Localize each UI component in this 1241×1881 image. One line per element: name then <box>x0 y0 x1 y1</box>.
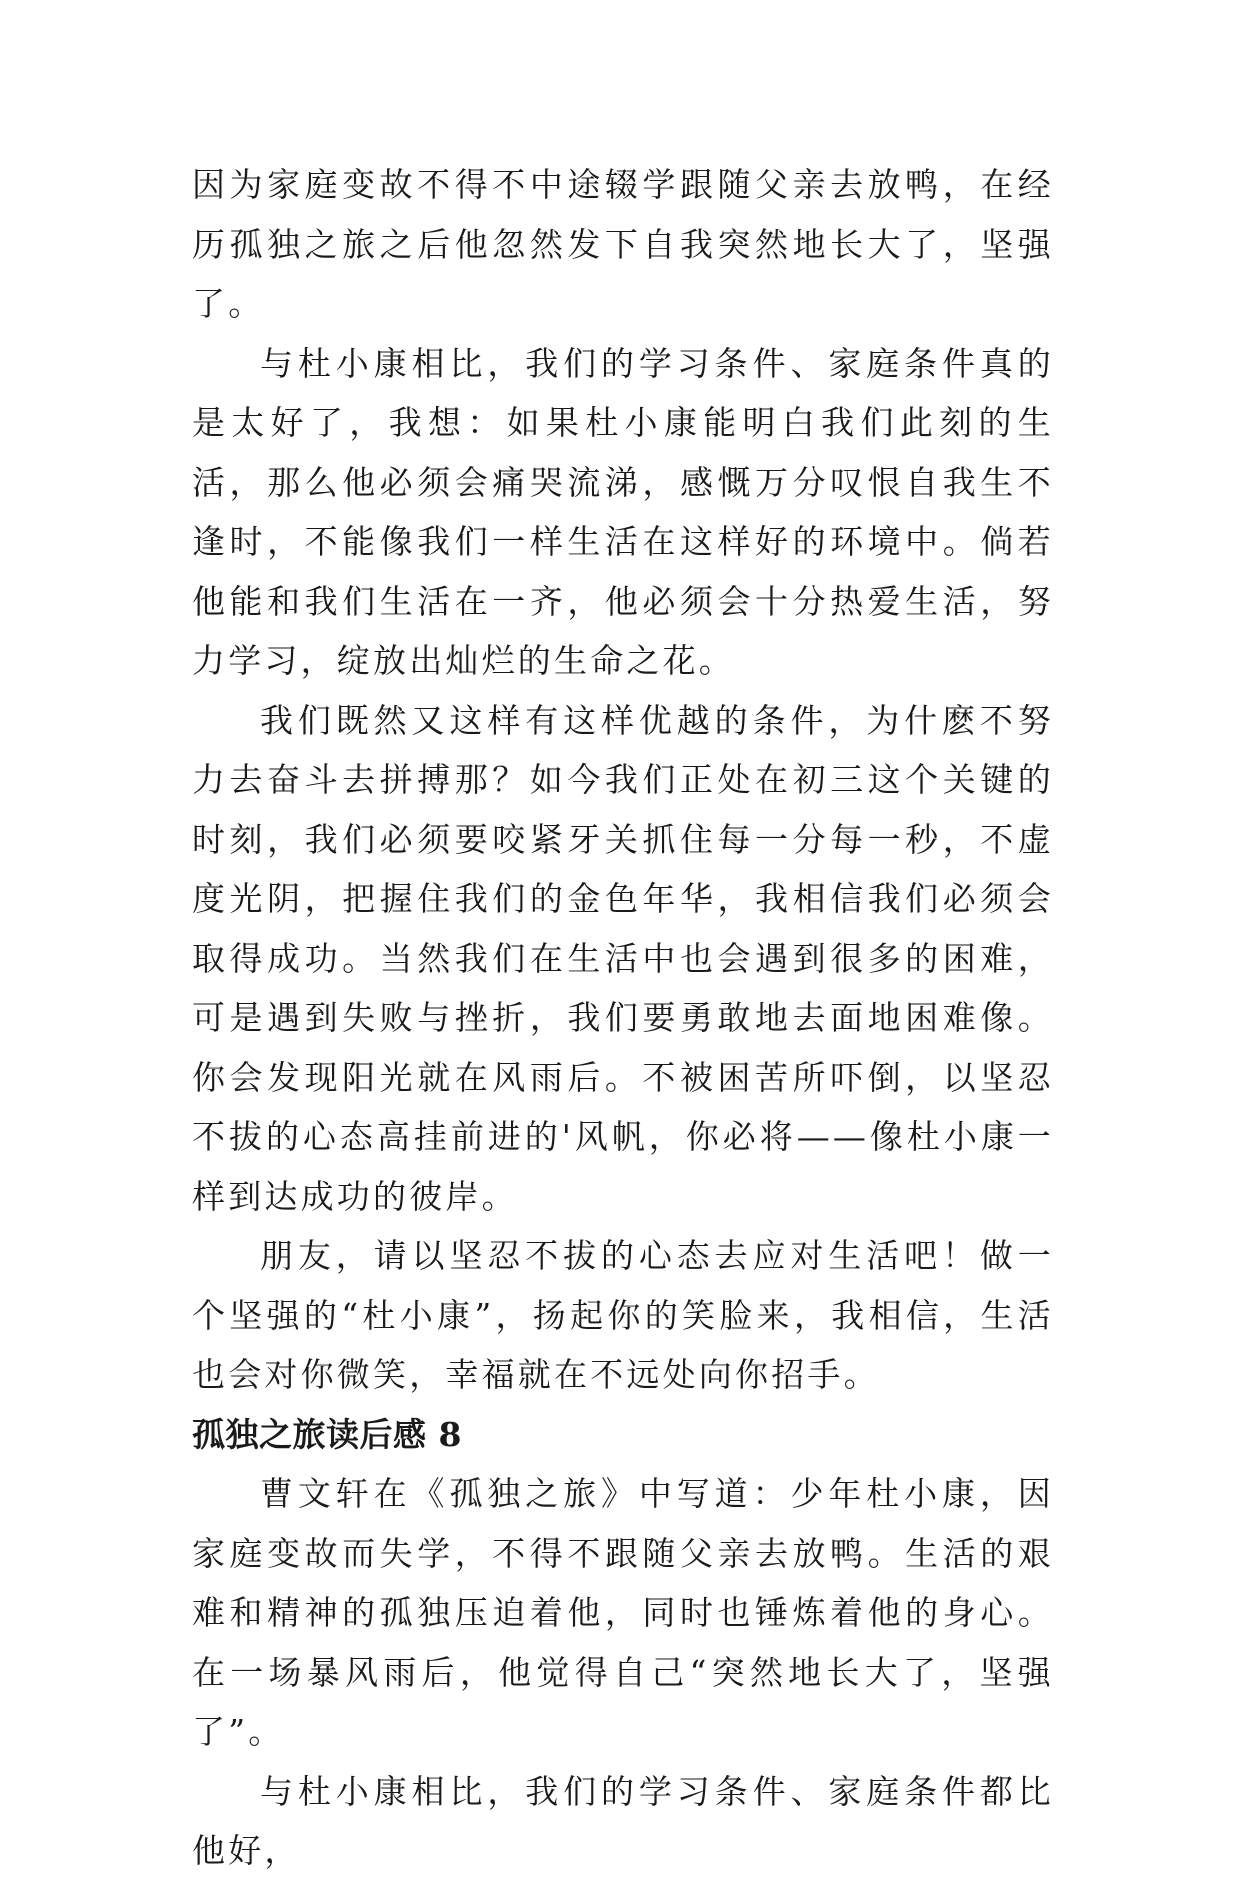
paragraph-encouragement: 朋友，请以坚忍不拔的心态去应对生活吧！做一个坚强的“杜小康”，扬起你的笑脸来，我相信，生活也会对你微笑，幸福就在不远处向你招手。 <box>192 1236 1054 1394</box>
paragraph-continuation: 因为家庭变故不得不中途辍学跟随父亲去放鸭，在经历孤独之旅之后他忽然发下自我突然地长大了，坚强了。 <box>192 165 1054 323</box>
paragraph-summary: 曹文轩在《孤独之旅》中写道：少年杜小康，因家庭变故而失学，不得不跟随父亲去放鸭。生活的艰难和精神的孤独压迫着他，同时也锤炼着他的身心。在一场暴风雨后，他觉得自己“突然地长大了，坚强了”。 <box>192 1474 1054 1751</box>
paragraph-striving: 我们既然又这样有这样优越的条件，为什麽不努力去奋斗去拼搏那？如今我们正处在初三这个关键的时刻，我们必须要咬紧牙关抓住每一分每一秒，不虚度光阴，把握住我们的金色年华，我相信我们必须会取得成功。当然我们在生活中也会遇到很多的困难，可是遇到失败与挫折，我们要勇敢地去面地困难像。你会发现阳光就在风雨后。不被困苦所吓倒，以坚忍不拔的心态高挂前进的'风帆，你必将——像杜小康一样到达成功的彼岸。 <box>192 700 1054 1216</box>
paragraph-comparison: 与杜小康相比，我们的学习条件、家庭条件真的是太好了，我想：如果杜小康能明白我们此刻的生活，那么他必须会痛哭流涕，感慨万分叹恨自我生不逢时，不能像我们一样生活在这样好的环境中。倘若他能和我们生活在一齐，他必须会十分热爱生活，努力学习，绽放出灿烂的生命之花。 <box>192 343 1054 680</box>
document-body <box>192 155 1054 1881</box>
section-heading: 孤独之旅读后感 8 <box>192 1414 462 1454</box>
paragraph-trailing: 与杜小康相比，我们的学习条件、家庭条件都比他好， <box>192 1771 1054 1870</box>
